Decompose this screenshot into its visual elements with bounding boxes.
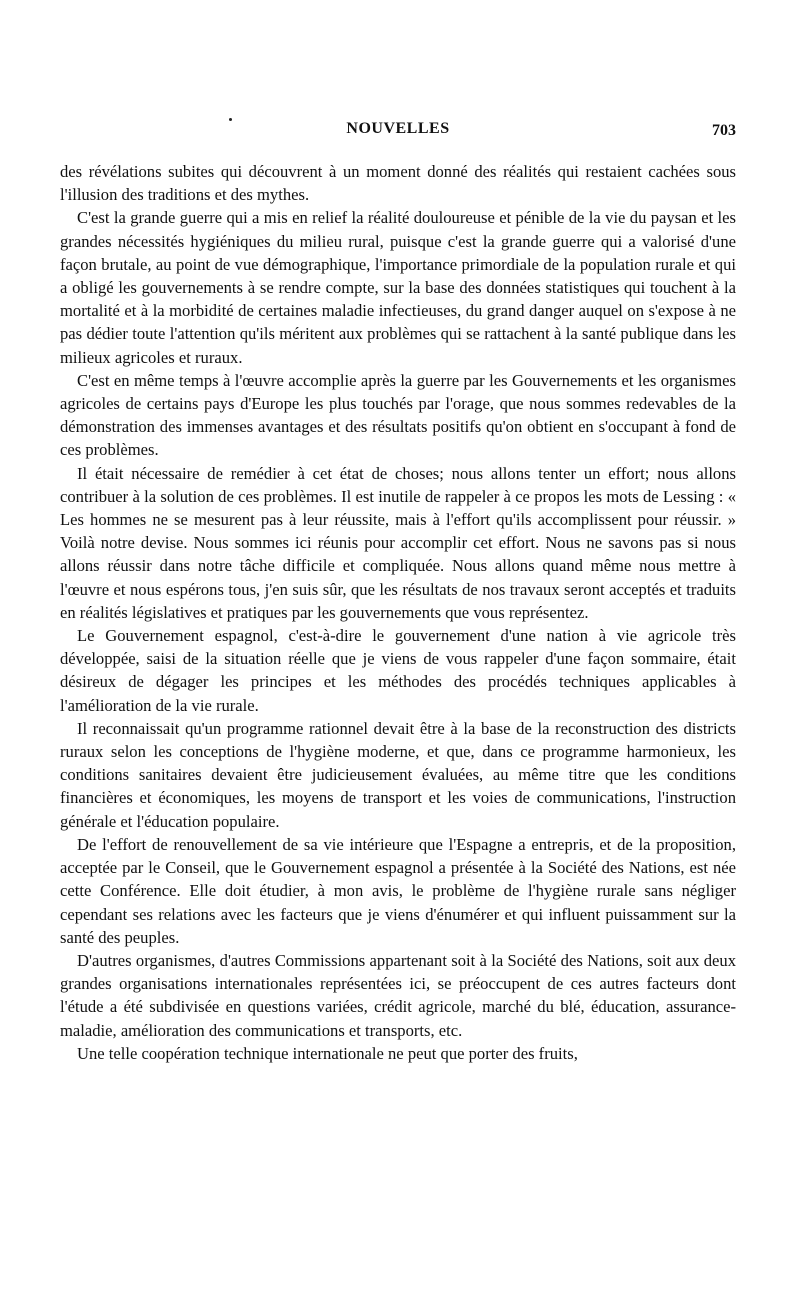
paragraph-autres-organismes: D'autres organismes, d'autres Commissions appartenant soit à la Société des Nations, soit aux deux grandes organisations internationales représentées ici, se préoccupent de ces autres facteurs dont l'étude a été subdivisée en questions variées, crédit agricole, marché du blé, éducation, assurance-maladie, amélioration des communications et transports, etc.	[60, 950, 736, 1040]
paragraph-continuation: des révélations subites qui découvrent à un moment donné des réalités qui restaient cachées sous l'illusion des traditions et des mythes.	[60, 162, 736, 205]
paragraph-grande-guerre: C'est la grande guerre qui a mis en relief la réalité douloureuse et pénible de la vie du paysan et les grandes nécessités hygiéniques du milieu rural, puisque c'est la grande guerre qui a valorisé d'une façon brutale, au point de vue démographique, l'importance primordiale de la population rurale et qui a obligé les gouvernements à se rendre compte, sur la base des données statistiques qui touchent à la mortalité et à la morbidité de certaines maladie infectieuses, du grand danger auquel on s'expose à ne pas dédier toute l'attention qu'ils méritent aux problèmes qui se rattachent à la santé publique dans les milieux agricoles et ruraux.	[60, 208, 736, 367]
paragraph-effort-lessing: Il était nécessaire de remédier à cet état de choses; nous allons tenter un effort; nous allons contribuer à la solution de ces problèmes. Il est inutile de rappeler à ce propos les mots de Lessing : « Les hommes ne se mesurent pas à leur réussite, mais à l'effort qu'ils accomplissent pour réussir. » Voilà notre devise. Nous sommes ici réunis pour accomplir cet effort. Nous ne savons pas si nous allons réussir dans notre tâche difficile et compliquée. Nous allons quand même nous mettre à l'œuvre et nous espérons tous, j'en suis sûr, que les résultats de nos travaux seront acceptés et traduits en réalités législatives et pratiques par les gouvernements que vous représentez.	[60, 463, 736, 622]
paragraph-cooperation: Une telle coopération technique internationale ne peut que porter des fruits,	[77, 1043, 578, 1063]
paragraph-renouvellement: De l'effort de renouvellement de sa vie intérieure que l'Espagne a entrepris, et de la proposition, acceptée par le Conseil, que le Gouvernement espagnol a présentée à la Société des Nations, est née cette Conférence. Elle doit étudier, à mon avis, le problème de l'hygiène rurale sans négliger cependant ses relations avec les facteurs que je viens d'énumérer et qui influent puissamment sur la santé des peuples.	[60, 834, 736, 947]
running-title: NOUVELLES	[346, 120, 450, 137]
paragraph-programme-rationnel: Il reconnaissait qu'un programme rationnel devait être à la base de la reconstruction des districts ruraux selon les conceptions de l'hygiène moderne, et que, dans ce programme harmonieux, les conditions sanitaires devaient être judicieusement évaluées, au même titre que les conditions financières et économiques, les moyens de transport et les voies de communications, l'instruction générale et l'éducation populaire.	[60, 718, 736, 831]
paragraph-oeuvre-apres-guerre: C'est en même temps à l'œuvre accomplie après la guerre par les Gouvernements et les organismes agricoles de certains pays d'Europe les plus touchés par l'orage, que nous sommes redevables de la démonstration des immenses avantages et des résultats positifs qu'on obtient en s'occupant à fond de ces problèmes.	[60, 370, 736, 460]
page-header	[60, 120, 736, 146]
body-text	[60, 160, 736, 1065]
page-number: 703	[712, 122, 736, 139]
paragraph-gouvernement-espagnol: Le Gouvernement espagnol, c'est-à-dire le gouvernement d'une nation à vie agricole très développée, saisi de la situation réelle que je viens de vous rappeler d'une façon sommaire, était désireux de dégager les principes et les méthodes des procédés techniques applicables à l'amélioration de la vie rurale.	[60, 626, 736, 715]
